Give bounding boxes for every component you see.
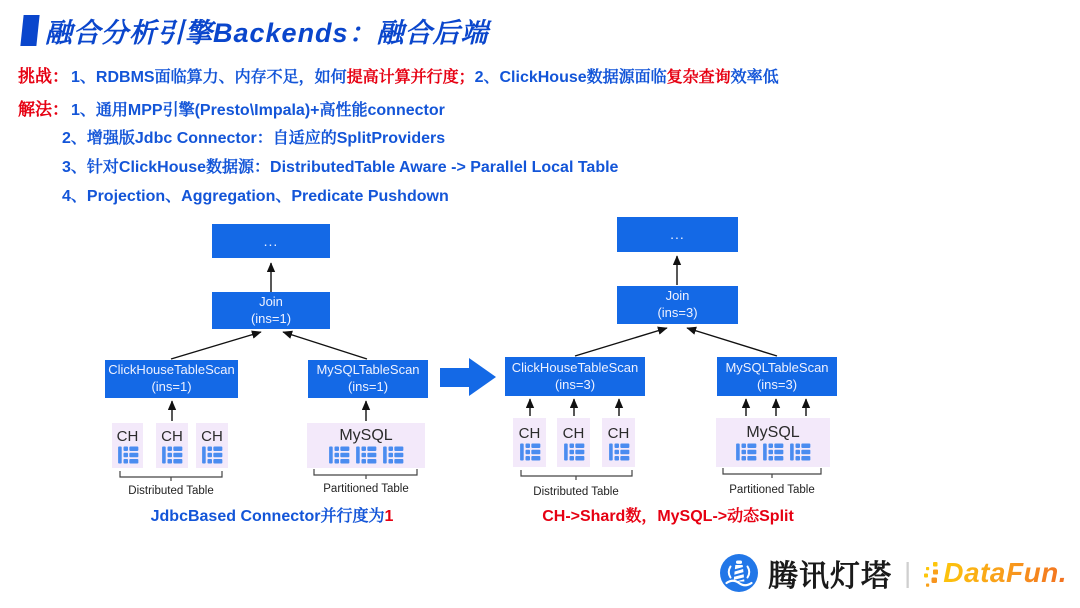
mysql-leaf-label: MySQL <box>339 427 393 444</box>
challenge-seg: 1、RDBMS面临算力、内存不足，如何 <box>71 69 347 86</box>
distributed-table-label-left: Distributed Table <box>128 485 214 497</box>
db-table-icon <box>789 443 811 461</box>
scan-ins: (ins=1) <box>347 379 389 394</box>
ch-leaf <box>513 418 546 467</box>
caption-left-text: JdbcBased Connector并行度为 <box>150 508 385 525</box>
challenge-seg: 2、ClickHouse数据源面临 <box>474 69 667 86</box>
root-node-left <box>212 224 330 258</box>
db-table-icon <box>608 443 630 461</box>
datafun-dots-icon <box>923 559 941 589</box>
db-table-icon <box>161 446 183 464</box>
scan-label: ClickHouseTableScan <box>511 359 639 375</box>
db-table-icon <box>762 443 784 461</box>
join-node-right <box>617 286 738 324</box>
db-table-icon <box>355 446 377 464</box>
partitioned-table-label-right: Partitioned Table <box>729 484 815 496</box>
root-node-label: ... <box>263 232 279 249</box>
solution-text: 1、通用MPP引擎(Presto\Impala)+高性能connector <box>71 102 445 119</box>
root-node-right <box>617 217 738 252</box>
mysql-leaf-left <box>307 423 425 468</box>
scan-label: MySQLTableScan <box>316 362 420 378</box>
join-ins: (ins=1) <box>250 310 292 326</box>
solution-label: 解法： <box>18 100 69 119</box>
challenge-line <box>18 66 779 89</box>
db-table-icon <box>519 443 541 461</box>
datafun-logo <box>923 557 1067 589</box>
join-label: Join <box>259 293 283 309</box>
ch-leaf-label: CH <box>607 424 630 442</box>
mysql-scan-node-left <box>308 360 428 398</box>
page-title: 融合分析引擎Backends：融合后端 <box>45 18 489 48</box>
scan-ins: (ins=3) <box>756 376 798 392</box>
challenge-seg-highlight: 复杂查询 <box>666 69 731 86</box>
scan-ins: (ins=3) <box>554 376 596 392</box>
challenge-seg-highlight: 提高计算并行度； <box>346 69 475 86</box>
mysql-leaf-label: MySQL <box>746 424 800 441</box>
mysql-leaf-right <box>716 418 830 467</box>
solution-line-2: 2、增强版Jdbc Connector：自适应的SplitProviders <box>62 130 446 147</box>
db-table-icon <box>328 446 350 464</box>
partitioned-table-label-left: Partitioned Table <box>323 483 409 495</box>
caption-left <box>151 503 394 526</box>
caption-right: CH->Shard数，MySQL->动态Split <box>542 508 794 525</box>
ch-leaf <box>156 423 188 468</box>
ch-leaf-label: CH <box>562 424 585 442</box>
ch-leaf <box>557 418 590 467</box>
clickhouse-scan-node-left <box>105 360 238 398</box>
join-ins: (ins=3) <box>657 305 698 320</box>
db-table-icon <box>117 446 139 464</box>
ch-leaf <box>602 418 635 467</box>
transform-arrow-icon <box>440 358 496 396</box>
datafun-wordmark: DataFun. <box>943 557 1068 588</box>
db-table-icon <box>563 443 585 461</box>
ch-leaf-label: CH <box>201 427 223 445</box>
challenge-label: 挑战： <box>18 67 69 86</box>
scan-label: MySQLTableScan <box>725 359 829 375</box>
title-bullet <box>20 15 39 46</box>
distributed-table-label-right: Distributed Table <box>533 486 619 498</box>
scan-ins: (ins=1) <box>151 379 192 394</box>
logo-divider: | <box>904 557 912 588</box>
challenge-seg: 效率低 <box>730 69 779 86</box>
scan-label: ClickHouseTableScan <box>108 362 235 378</box>
ch-leaf <box>196 423 228 468</box>
solution-line-3: 3、针对ClickHouse数据源：DistributedTable Aware -> Parallel Local Table <box>62 159 619 176</box>
ch-leaf <box>112 423 143 468</box>
db-table-icon <box>201 446 223 464</box>
ch-leaf-label: CH <box>161 427 183 445</box>
footer-logos <box>719 551 1067 595</box>
db-table-icon <box>735 443 757 461</box>
clickhouse-scan-node-right <box>505 357 645 396</box>
ch-leaf-label: CH <box>116 427 139 445</box>
join-label: Join <box>665 288 690 304</box>
lighthouse-icon <box>719 553 759 593</box>
mysql-scan-node-right <box>717 357 837 396</box>
join-node-left <box>212 292 330 329</box>
solution-line-4: 4、Projection、Aggregation、Predicate Pushdown <box>62 188 449 205</box>
caption-left-highlight: 1 <box>384 508 394 525</box>
ch-leaf-label: CH <box>518 424 541 442</box>
header <box>22 11 489 50</box>
root-node-label: ... <box>670 226 685 243</box>
db-table-icon <box>382 446 404 464</box>
tencent-beacon-logo: 腾讯灯塔 <box>768 560 892 593</box>
solution-line-1 <box>18 99 445 122</box>
